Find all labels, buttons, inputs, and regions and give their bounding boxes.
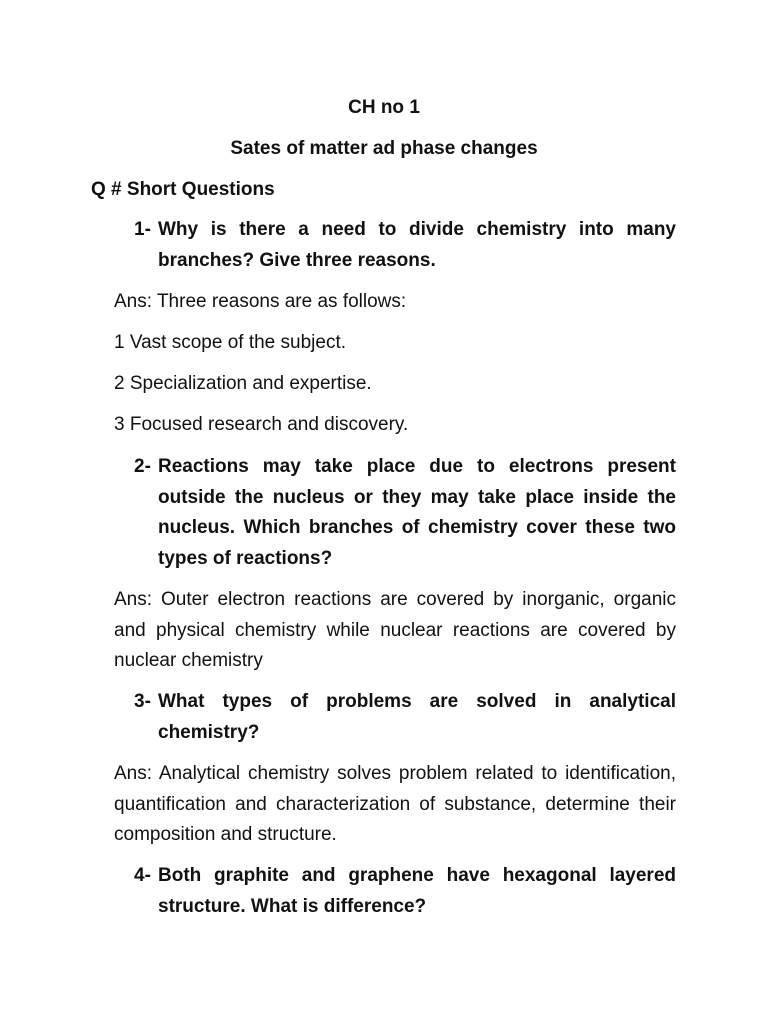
question-text: Reactions may take place due to electrons present outside the nucleus or they may take place inside the nucleus. Which branches of chemistry cover these two types of reactions? <box>158 456 676 569</box>
question-1 <box>134 215 676 276</box>
question-4 <box>134 861 676 922</box>
question-3 <box>134 687 676 748</box>
question-text: Why is there a need to divide chemistry into many branches? Give three reasons. <box>158 219 676 271</box>
question-text: What types of problems are solved in analytical chemistry? <box>158 691 676 743</box>
question-number: 2- <box>134 456 151 477</box>
answer-3: Ans: Analytical chemistry solves problem related to identification, quantification and characterization of substance, determine their composition and structure. <box>114 763 676 845</box>
question-2 <box>134 452 676 574</box>
question-number: 1- <box>134 219 151 240</box>
document-title: Sates of matter ad phase changes <box>230 138 538 159</box>
question-text: Both graphite and graphene have hexagonal layered structure. What is difference? <box>158 865 676 917</box>
question-number: 3- <box>134 691 151 712</box>
section-heading: Q # Short Questions <box>91 179 275 200</box>
chapter-heading: CH no 1 <box>348 97 420 118</box>
answer-item-1: 1 Vast scope of the subject. <box>114 332 347 353</box>
question-number: 4- <box>134 865 151 886</box>
answer-intro: Ans: Three reasons are as follows: <box>114 291 407 312</box>
answer-item-2: 2 Specialization and expertise. <box>114 373 372 394</box>
answer-2: Ans: Outer electron reactions are covered by inorganic, organic and physical chemistry while nuclear reactions are covered by nuclear chemistry <box>114 589 676 671</box>
answer-item-3: 3 Focused research and discovery. <box>114 414 409 435</box>
